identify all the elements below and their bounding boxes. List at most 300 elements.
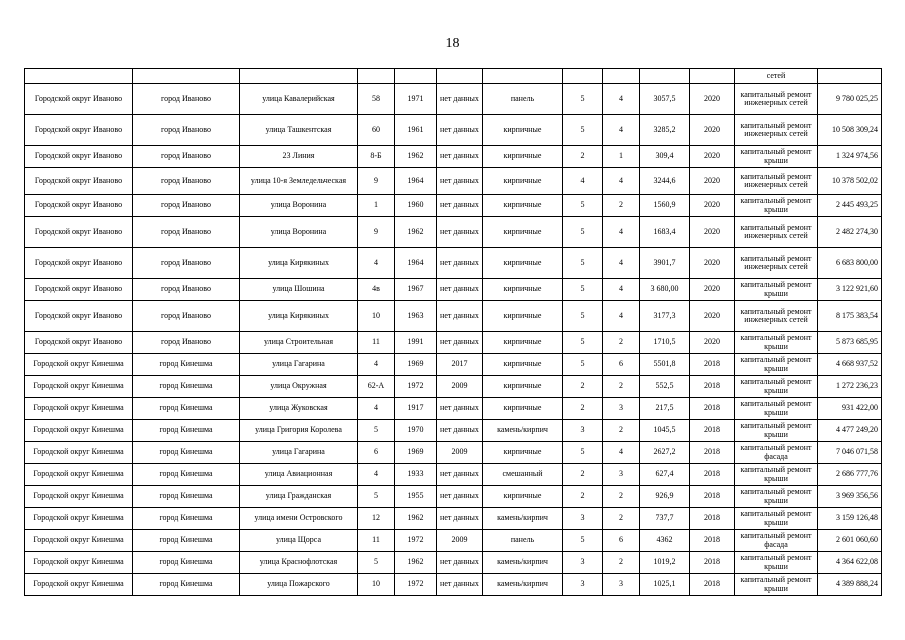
- cell-street: улица Гагарина: [240, 354, 358, 376]
- cell-house-number: 4в: [358, 279, 395, 301]
- cell-overhaul-year: нет данных: [437, 332, 483, 354]
- cell-settlement: город Кинешма: [133, 464, 240, 486]
- cell-plan-year: 2020: [690, 168, 735, 195]
- cell-work-type: капитальный ремонт крыши: [735, 146, 818, 168]
- cell-build-year: 1970: [395, 420, 437, 442]
- cell-overhaul-year: нет данных: [437, 552, 483, 574]
- cell-work-type: капитальный ремонт инженерных сетей: [735, 168, 818, 195]
- cell-house-number: 1: [358, 195, 395, 217]
- cell-municipality: Городской округ Кинешма: [25, 574, 133, 596]
- cell-plan-year: 2018: [690, 398, 735, 420]
- cell-floors: 5: [563, 332, 603, 354]
- cell-plan-year: 2020: [690, 279, 735, 301]
- cell-municipality: [25, 69, 133, 84]
- cell-cost: 2 686 777,76: [818, 464, 882, 486]
- cell-work-type: капитальный ремонт инженерных сетей: [735, 217, 818, 248]
- cell-build-year: 1917: [395, 398, 437, 420]
- table-row: [25, 486, 882, 508]
- cell-floors: 3: [563, 420, 603, 442]
- cell-area: 3901,7: [640, 248, 690, 279]
- cell-municipality: Городской округ Иваново: [25, 217, 133, 248]
- cell-overhaul-year: 2009: [437, 442, 483, 464]
- cell-plan-year: 2018: [690, 464, 735, 486]
- cell-settlement: город Кинешма: [133, 530, 240, 552]
- cell-build-year: 1962: [395, 508, 437, 530]
- cell-work-type: сетей: [735, 69, 818, 84]
- cell-municipality: Городской округ Кинешма: [25, 486, 133, 508]
- cell-municipality: Городской округ Иваново: [25, 195, 133, 217]
- cell-entrances: 6: [603, 530, 640, 552]
- cell-wall-material: камень/кирпич: [483, 574, 563, 596]
- cell-overhaul-year: нет данных: [437, 195, 483, 217]
- cell-wall-material: панель: [483, 530, 563, 552]
- cell-wall-material: кирпичные: [483, 279, 563, 301]
- cell-house-number: 4: [358, 398, 395, 420]
- cell-settlement: город Кинешма: [133, 420, 240, 442]
- cell-build-year: 1967: [395, 279, 437, 301]
- cell-entrances: 4: [603, 248, 640, 279]
- cell-build-year: 1964: [395, 168, 437, 195]
- cell-street: улица 10-я Земледельческая: [240, 168, 358, 195]
- cell-municipality: Городской округ Кинешма: [25, 354, 133, 376]
- cell-work-type: капитальный ремонт крыши: [735, 279, 818, 301]
- cell-entrances: 4: [603, 301, 640, 332]
- cell-floors: 3: [563, 574, 603, 596]
- cell-area: 3057,5: [640, 84, 690, 115]
- cell-cost: 1 324 974,56: [818, 146, 882, 168]
- cell-settlement: город Иваново: [133, 217, 240, 248]
- cell-area: 737,7: [640, 508, 690, 530]
- cell-floors: 5: [563, 301, 603, 332]
- cell-floors: 5: [563, 84, 603, 115]
- cell-municipality: Городской округ Иваново: [25, 301, 133, 332]
- cell-house-number: 9: [358, 217, 395, 248]
- table-row: [25, 115, 882, 146]
- cell-street: улица Пожарского: [240, 574, 358, 596]
- cell-area: 4362: [640, 530, 690, 552]
- cell-overhaul-year: нет данных: [437, 84, 483, 115]
- cell-build-year: 1933: [395, 464, 437, 486]
- cell-settlement: город Иваново: [133, 115, 240, 146]
- cell-entrances: 4: [603, 442, 640, 464]
- cell-entrances: 2: [603, 376, 640, 398]
- cell-settlement: город Иваново: [133, 279, 240, 301]
- cell-overhaul-year: нет данных: [437, 508, 483, 530]
- cell-cost: 10 508 309,24: [818, 115, 882, 146]
- cell-overhaul-year: нет данных: [437, 420, 483, 442]
- cell-municipality: Городской округ Иваново: [25, 146, 133, 168]
- cell-entrances: 2: [603, 332, 640, 354]
- table-row: [25, 442, 882, 464]
- cell-cost: 6 683 800,00: [818, 248, 882, 279]
- cell-work-type: капитальный ремонт крыши: [735, 574, 818, 596]
- cell-settlement: город Иваново: [133, 168, 240, 195]
- cell-entrances: 4: [603, 84, 640, 115]
- cell-street: улица Кавалерийская: [240, 84, 358, 115]
- cell-street: улица Щорса: [240, 530, 358, 552]
- cell-municipality: Городской округ Иваново: [25, 279, 133, 301]
- cell-work-type: капитальный ремонт инженерных сетей: [735, 115, 818, 146]
- cell-work-type: капитальный ремонт фасада: [735, 442, 818, 464]
- cell-build-year: 1955: [395, 486, 437, 508]
- cell-street: улица Окружная: [240, 376, 358, 398]
- cell-floors: 5: [563, 279, 603, 301]
- cell-build-year: 1991: [395, 332, 437, 354]
- cell-cost: 2 482 274,30: [818, 217, 882, 248]
- cell-plan-year: 2018: [690, 420, 735, 442]
- cell-municipality: Городской округ Иваново: [25, 332, 133, 354]
- cell-wall-material: кирпичные: [483, 486, 563, 508]
- cell-street: улица Кирякиных: [240, 301, 358, 332]
- cell-house-number: 62-А: [358, 376, 395, 398]
- table-row: [25, 195, 882, 217]
- table-row: [25, 84, 882, 115]
- cell-street: улица Ташкентская: [240, 115, 358, 146]
- cell-plan-year: 2020: [690, 217, 735, 248]
- cell-wall-material: кирпичные: [483, 354, 563, 376]
- cell-municipality: Городской округ Кинешма: [25, 420, 133, 442]
- cell-settlement: город Кинешма: [133, 398, 240, 420]
- cell-overhaul-year: нет данных: [437, 115, 483, 146]
- cell-area: 3285,2: [640, 115, 690, 146]
- cell-entrances: 2: [603, 486, 640, 508]
- cell-municipality: Городской округ Кинешма: [25, 508, 133, 530]
- cell-entrances: 2: [603, 420, 640, 442]
- cell-work-type: капитальный ремонт инженерных сетей: [735, 248, 818, 279]
- cell-floors: 2: [563, 464, 603, 486]
- cell-overhaul-year: 2017: [437, 354, 483, 376]
- cell-area: [640, 69, 690, 84]
- cell-build-year: [395, 69, 437, 84]
- cell-street: улица Воронина: [240, 217, 358, 248]
- cell-settlement: город Кинешма: [133, 508, 240, 530]
- cell-street: улица Кирякиных: [240, 248, 358, 279]
- cell-settlement: город Иваново: [133, 146, 240, 168]
- continuation-row: [25, 69, 882, 84]
- cell-overhaul-year: нет данных: [437, 146, 483, 168]
- cell-work-type: капитальный ремонт инженерных сетей: [735, 301, 818, 332]
- cell-overhaul-year: нет данных: [437, 301, 483, 332]
- table-row: [25, 279, 882, 301]
- cell-area: 3244,6: [640, 168, 690, 195]
- cell-wall-material: кирпичные: [483, 376, 563, 398]
- cell-wall-material: панель: [483, 84, 563, 115]
- cell-work-type: капитальный ремонт крыши: [735, 398, 818, 420]
- cell-street: улица Гражданская: [240, 486, 358, 508]
- cell-build-year: 1969: [395, 354, 437, 376]
- cell-floors: [563, 69, 603, 84]
- table-row: [25, 376, 882, 398]
- cell-house-number: [358, 69, 395, 84]
- cell-build-year: 1972: [395, 376, 437, 398]
- cell-wall-material: камень/кирпич: [483, 552, 563, 574]
- cell-floors: 4: [563, 168, 603, 195]
- cell-municipality: Городской округ Кинешма: [25, 464, 133, 486]
- cell-settlement: [133, 69, 240, 84]
- cell-entrances: 2: [603, 195, 640, 217]
- table-row: [25, 146, 882, 168]
- cell-work-type: капитальный ремонт крыши: [735, 195, 818, 217]
- cell-plan-year: 2018: [690, 508, 735, 530]
- cell-floors: 5: [563, 115, 603, 146]
- cell-entrances: 4: [603, 217, 640, 248]
- cell-plan-year: 2020: [690, 195, 735, 217]
- cell-house-number: 4: [358, 464, 395, 486]
- cell-cost: 3 969 356,56: [818, 486, 882, 508]
- table-row: [25, 552, 882, 574]
- cell-entrances: 4: [603, 168, 640, 195]
- cell-entrances: 1: [603, 146, 640, 168]
- cell-build-year: 1962: [395, 552, 437, 574]
- cell-house-number: 10: [358, 301, 395, 332]
- cell-cost: 4 668 937,52: [818, 354, 882, 376]
- cell-settlement: город Кинешма: [133, 552, 240, 574]
- cell-work-type: капитальный ремонт крыши: [735, 354, 818, 376]
- cell-street: улица Гагарина: [240, 442, 358, 464]
- cell-area: 1560,9: [640, 195, 690, 217]
- cell-cost: 931 422,00: [818, 398, 882, 420]
- cell-house-number: 6: [358, 442, 395, 464]
- cell-municipality: Городской округ Кинешма: [25, 398, 133, 420]
- cell-overhaul-year: нет данных: [437, 574, 483, 596]
- cell-overhaul-year: нет данных: [437, 486, 483, 508]
- cell-wall-material: [483, 69, 563, 84]
- page-number: 18: [445, 36, 460, 51]
- cell-wall-material: камень/кирпич: [483, 508, 563, 530]
- cell-house-number: 5: [358, 420, 395, 442]
- table-row: [25, 574, 882, 596]
- cell-plan-year: 2018: [690, 530, 735, 552]
- cell-work-type: капитальный ремонт крыши: [735, 420, 818, 442]
- cell-street: улица Григория Королева: [240, 420, 358, 442]
- cell-wall-material: кирпичные: [483, 146, 563, 168]
- cell-floors: 5: [563, 195, 603, 217]
- cell-street: улица Шошина: [240, 279, 358, 301]
- cell-floors: 5: [563, 217, 603, 248]
- cell-wall-material: кирпичные: [483, 168, 563, 195]
- cell-entrances: 3: [603, 398, 640, 420]
- cell-house-number: 4: [358, 354, 395, 376]
- cell-overhaul-year: 2009: [437, 530, 483, 552]
- cell-entrances: 3: [603, 464, 640, 486]
- cell-wall-material: камень/кирпич: [483, 420, 563, 442]
- cell-floors: 5: [563, 530, 603, 552]
- cell-plan-year: 2018: [690, 354, 735, 376]
- cell-floors: 5: [563, 354, 603, 376]
- cell-settlement: город Кинешма: [133, 354, 240, 376]
- cell-plan-year: 2020: [690, 84, 735, 115]
- cell-work-type: капитальный ремонт фасада: [735, 530, 818, 552]
- table-row: [25, 464, 882, 486]
- cell-street: улица Жуковская: [240, 398, 358, 420]
- cell-work-type: капитальный ремонт инженерных сетей: [735, 84, 818, 115]
- table-row: [25, 508, 882, 530]
- cell-municipality: Городской округ Иваново: [25, 168, 133, 195]
- cell-house-number: 11: [358, 332, 395, 354]
- cell-cost: 2 445 493,25: [818, 195, 882, 217]
- cell-plan-year: 2018: [690, 442, 735, 464]
- cell-build-year: 1972: [395, 530, 437, 552]
- cell-area: 926,9: [640, 486, 690, 508]
- cell-street: улица Авиационная: [240, 464, 358, 486]
- cell-wall-material: смешанный: [483, 464, 563, 486]
- cell-settlement: город Иваново: [133, 332, 240, 354]
- cell-area: 1683,4: [640, 217, 690, 248]
- cell-work-type: капитальный ремонт крыши: [735, 332, 818, 354]
- table-row: [25, 332, 882, 354]
- cell-house-number: 5: [358, 552, 395, 574]
- cell-build-year: 1964: [395, 248, 437, 279]
- cell-settlement: город Кинешма: [133, 376, 240, 398]
- cell-plan-year: 2020: [690, 115, 735, 146]
- cell-plan-year: 2018: [690, 552, 735, 574]
- cell-overhaul-year: [437, 69, 483, 84]
- cell-municipality: Городской округ Иваново: [25, 84, 133, 115]
- cell-floors: 3: [563, 508, 603, 530]
- cell-cost: 3 122 921,60: [818, 279, 882, 301]
- table-row: [25, 168, 882, 195]
- cell-entrances: [603, 69, 640, 84]
- cell-plan-year: 2020: [690, 301, 735, 332]
- cell-floors: 3: [563, 552, 603, 574]
- cell-overhaul-year: нет данных: [437, 217, 483, 248]
- cell-work-type: капитальный ремонт крыши: [735, 376, 818, 398]
- cell-house-number: 5: [358, 486, 395, 508]
- cell-plan-year: 2018: [690, 486, 735, 508]
- cell-area: 1045,5: [640, 420, 690, 442]
- cell-area: 1019,2: [640, 552, 690, 574]
- cell-wall-material: кирпичные: [483, 195, 563, 217]
- cell-municipality: Городской округ Иваново: [25, 115, 133, 146]
- cell-work-type: капитальный ремонт крыши: [735, 508, 818, 530]
- table-row: [25, 420, 882, 442]
- cell-overhaul-year: нет данных: [437, 248, 483, 279]
- cell-build-year: 1961: [395, 115, 437, 146]
- cell-entrances: 2: [603, 552, 640, 574]
- cell-build-year: 1962: [395, 146, 437, 168]
- cell-cost: 10 378 502,02: [818, 168, 882, 195]
- table-row: [25, 398, 882, 420]
- table-row: [25, 217, 882, 248]
- cell-settlement: город Иваново: [133, 248, 240, 279]
- cell-house-number: 11: [358, 530, 395, 552]
- cell-cost: [818, 69, 882, 84]
- cell-settlement: город Иваново: [133, 195, 240, 217]
- cell-plan-year: 2020: [690, 332, 735, 354]
- cell-municipality: Городской округ Кинешма: [25, 530, 133, 552]
- cell-settlement: город Кинешма: [133, 442, 240, 464]
- cell-floors: 2: [563, 398, 603, 420]
- cell-area: 217,5: [640, 398, 690, 420]
- cell-cost: 2 601 060,60: [818, 530, 882, 552]
- cell-entrances: 4: [603, 279, 640, 301]
- cell-overhaul-year: нет данных: [437, 398, 483, 420]
- cell-settlement: город Кинешма: [133, 574, 240, 596]
- cell-street: улица имени Островского: [240, 508, 358, 530]
- cell-settlement: город Иваново: [133, 84, 240, 115]
- cell-cost: 4 477 249,20: [818, 420, 882, 442]
- table-row: [25, 354, 882, 376]
- table-row: [25, 530, 882, 552]
- cell-cost: 5 873 685,95: [818, 332, 882, 354]
- cell-wall-material: кирпичные: [483, 398, 563, 420]
- cell-wall-material: кирпичные: [483, 248, 563, 279]
- cell-cost: 4 364 622,08: [818, 552, 882, 574]
- cell-area: 1025,1: [640, 574, 690, 596]
- cell-house-number: 10: [358, 574, 395, 596]
- cell-floors: 5: [563, 442, 603, 464]
- housing-repair-table: [24, 68, 882, 596]
- cell-build-year: 1960: [395, 195, 437, 217]
- cell-build-year: 1962: [395, 217, 437, 248]
- cell-area: 2627,2: [640, 442, 690, 464]
- cell-street: 23 Линия: [240, 146, 358, 168]
- cell-area: 627,4: [640, 464, 690, 486]
- cell-street: улица Воронина: [240, 195, 358, 217]
- cell-work-type: капитальный ремонт крыши: [735, 464, 818, 486]
- cell-street: улица Краснофлотская: [240, 552, 358, 574]
- cell-area: 1710,5: [640, 332, 690, 354]
- cell-settlement: город Кинешма: [133, 486, 240, 508]
- cell-entrances: 3: [603, 574, 640, 596]
- cell-floors: 2: [563, 376, 603, 398]
- cell-floors: 2: [563, 486, 603, 508]
- cell-work-type: капитальный ремонт крыши: [735, 486, 818, 508]
- cell-wall-material: кирпичные: [483, 442, 563, 464]
- cell-settlement: город Иваново: [133, 301, 240, 332]
- cell-plan-year: 2020: [690, 146, 735, 168]
- cell-house-number: 4: [358, 248, 395, 279]
- cell-overhaul-year: нет данных: [437, 168, 483, 195]
- cell-cost: 7 046 071,58: [818, 442, 882, 464]
- cell-floors: 2: [563, 146, 603, 168]
- cell-plan-year: 2018: [690, 574, 735, 596]
- cell-street: [240, 69, 358, 84]
- cell-municipality: Городской округ Кинешма: [25, 376, 133, 398]
- cell-build-year: 1963: [395, 301, 437, 332]
- cell-municipality: Городской округ Иваново: [25, 248, 133, 279]
- cell-area: 5501,8: [640, 354, 690, 376]
- table-row: [25, 248, 882, 279]
- cell-municipality: Городской округ Кинешма: [25, 552, 133, 574]
- cell-house-number: 9: [358, 168, 395, 195]
- cell-wall-material: кирпичные: [483, 217, 563, 248]
- cell-plan-year: 2020: [690, 248, 735, 279]
- cell-cost: 9 780 025,25: [818, 84, 882, 115]
- cell-area: 552,5: [640, 376, 690, 398]
- cell-build-year: 1971: [395, 84, 437, 115]
- cell-cost: 4 389 888,24: [818, 574, 882, 596]
- cell-plan-year: 2018: [690, 376, 735, 398]
- cell-overhaul-year: нет данных: [437, 279, 483, 301]
- cell-floors: 5: [563, 248, 603, 279]
- cell-house-number: 12: [358, 508, 395, 530]
- cell-area: 3 680,00: [640, 279, 690, 301]
- cell-house-number: 60: [358, 115, 395, 146]
- cell-area: 3177,3: [640, 301, 690, 332]
- cell-entrances: 6: [603, 354, 640, 376]
- cell-overhaul-year: 2009: [437, 376, 483, 398]
- cell-area: 309,4: [640, 146, 690, 168]
- cell-entrances: 4: [603, 115, 640, 146]
- cell-cost: 3 159 126,48: [818, 508, 882, 530]
- cell-build-year: 1969: [395, 442, 437, 464]
- cell-entrances: 2: [603, 508, 640, 530]
- cell-cost: 1 272 236,23: [818, 376, 882, 398]
- cell-wall-material: кирпичные: [483, 301, 563, 332]
- cell-house-number: 8-Б: [358, 146, 395, 168]
- cell-build-year: 1972: [395, 574, 437, 596]
